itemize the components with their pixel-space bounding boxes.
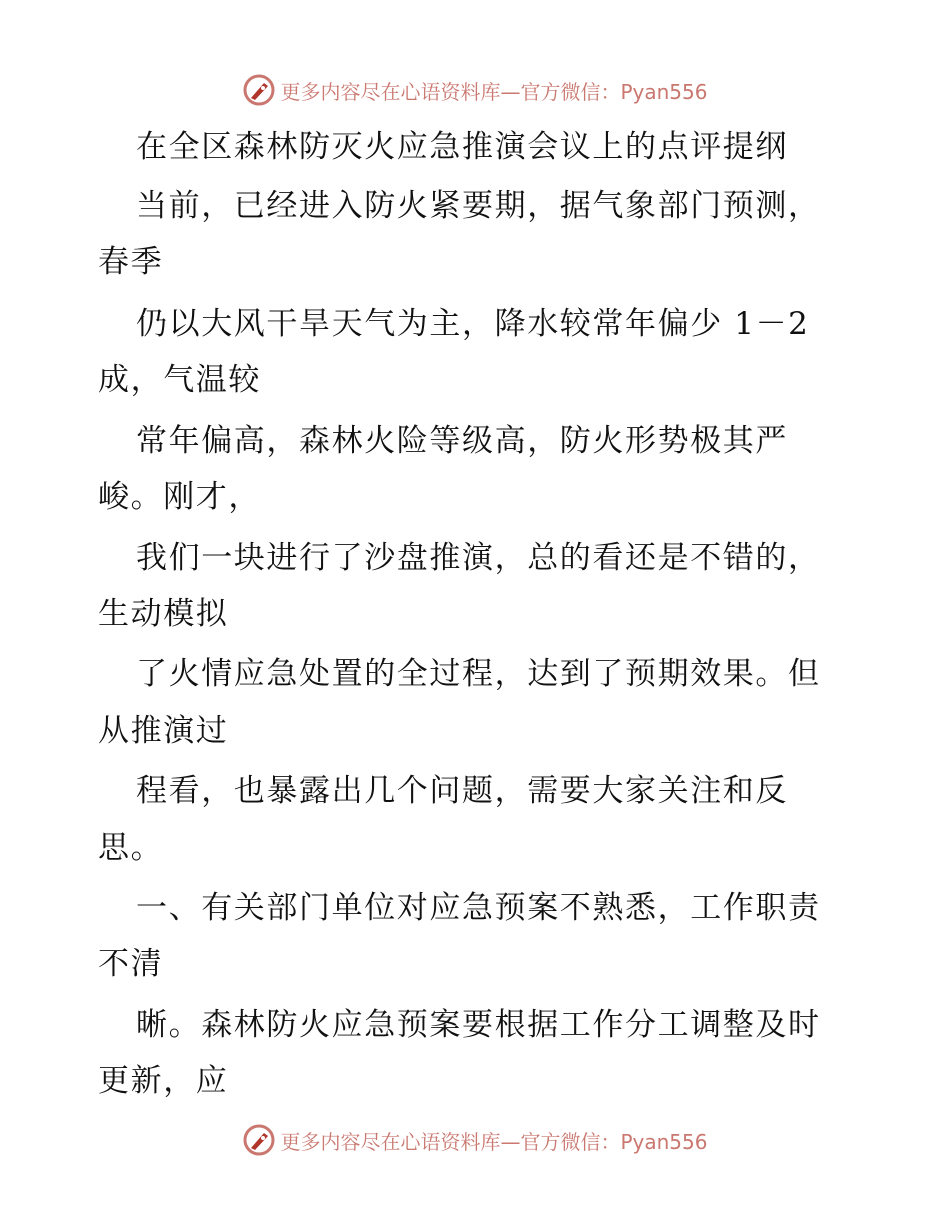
paragraph-line: 程看，也暴露出几个问题，需要大家关注和反 [136, 773, 788, 809]
paragraph-line: 常年偏高，森林火险等级高，防火形势极其严 [136, 423, 788, 459]
pen-nib-logo-icon [242, 73, 276, 107]
paragraph-line: 晰。森林防火应急预案要根据工作分工调整及时 [136, 1007, 821, 1043]
paragraph-line: 不清 [98, 946, 164, 982]
watermark-text: 更多内容尽在心语资料库—官方微信：Pyan556 [280, 1129, 708, 1154]
paragraph-line: 更新，应 [98, 1063, 229, 1099]
paragraph-line: 思。 [98, 830, 164, 866]
paragraph-line: 仍以大风干旱天气为主，降水较常年偏少 1－2 [136, 306, 810, 342]
header-watermark [0, 70, 950, 110]
paragraph-line: 生动模拟 [98, 596, 229, 632]
footer-watermark [0, 1120, 950, 1160]
section-heading-line: 一、有关部门单位对应急预案不熟悉，工作职责 [136, 890, 821, 926]
watermark-text: 更多内容尽在心语资料库—官方微信：Pyan556 [280, 79, 708, 104]
paragraph-line: 春季 [98, 244, 164, 280]
paragraph-line: 当前，已经进入防火紧要期，据气象部门预测， [136, 188, 821, 224]
paragraph-line: 我们一块进行了沙盘推演，总的看还是不错的， [136, 540, 821, 576]
paragraph-line: 了火情应急处置的全过程，达到了预期效果。但 [136, 656, 821, 692]
paragraph-line: 从推演过 [98, 713, 229, 749]
paragraph-line: 成，气温较 [98, 362, 261, 398]
paragraph-line: 峻。刚才， [98, 479, 261, 515]
pen-nib-logo-icon [242, 1123, 276, 1157]
document-title: 在全区森林防灭火应急推演会议上的点评提纲 [136, 129, 788, 165]
